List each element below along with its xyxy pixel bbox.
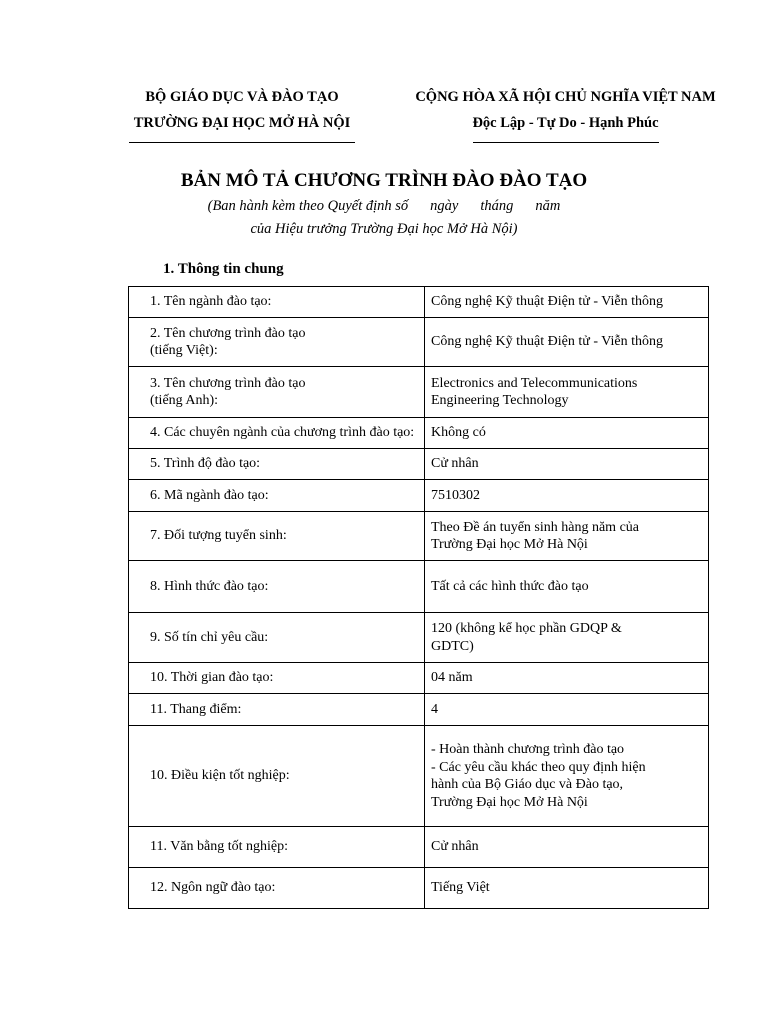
subtitle-year: năm [535,198,561,214]
row-value: Công nghệ Kỹ thuật Điện tử - Viễn thông [425,287,709,318]
country-name: CỘNG HÒA XÃ HỘI CHỦ NGHĨA VIỆT NAM [415,89,716,105]
subtitle-month: tháng [480,198,514,214]
table-row [129,449,709,480]
table-row [129,287,709,318]
row-value: Cử nhân [425,449,709,480]
table-row [129,827,709,868]
row-label: 3. Tên chương trình đào tạo (tiếng Anh): [129,367,425,418]
section-heading: 1. Thông tin chung [163,261,284,277]
subtitle-day: ngày [430,198,459,214]
row-label: 11. Thang điểm: [129,694,425,726]
subtitle-decision: (Ban hành kèm theo Quyết định số [207,198,409,214]
table-row [129,613,709,663]
row-value: Cử nhân [425,827,709,868]
table-row [129,694,709,726]
general-info-table [128,286,709,909]
national-header-underline [473,142,659,143]
row-label: 10. Điều kiện tốt nghiệp: [129,726,425,827]
row-label: 12. Ngôn ngữ đào tạo: [129,868,425,909]
row-value: 120 (không kể học phần GDQP & GDTC) [425,613,709,663]
row-label: 5. Trình độ đào tạo: [129,449,425,480]
table-row [129,561,709,613]
row-value: Không có [425,418,709,449]
table-row [129,318,709,367]
document-subtitle-line2: của Hiệu trưởng Trường Đại học Mở Hà Nội) [250,221,518,237]
row-value: 04 năm [425,663,709,694]
row-label: 1. Tên ngành đào tạo: [129,287,425,318]
table-row [129,418,709,449]
table-row [129,367,709,418]
row-label: 8. Hình thức đào tạo: [129,561,425,613]
row-value: - Hoàn thành chương trình đào tạo - Các yêu cầu khác theo quy định hiện hành của Bộ Giáo dục và Đào tạo, Trường Đại học Mở Hà Nội [425,726,709,827]
row-label: 4. Các chuyên ngành của chương trình đào tạo: [129,418,425,449]
row-value: Electronics and Telecommunications Engineering Technology [425,367,709,418]
ministry-header [122,84,362,143]
table-row [129,726,709,827]
university-name: TRƯỜNG ĐẠI HỌC MỞ HÀ NỘI [133,115,351,131]
national-motto: Độc Lập - Tự Do - Hạnh Phúc [472,115,659,131]
document-title: BẢN MÔ TẢ CHƯƠNG TRÌNH ĐÀO ĐÀO TẠO [180,170,588,191]
row-label: 9. Số tín chỉ yêu cầu: [129,613,425,663]
row-label: 7. Đối tượng tuyển sinh: [129,512,425,561]
row-value: Tất cả các hình thức đào tạo [425,561,709,613]
row-label: 6. Mã ngành đào tạo: [129,480,425,512]
ministry-header-underline [129,142,355,143]
ministry-name: BỘ GIÁO DỤC VÀ ĐÀO TẠO [145,89,339,105]
document-subtitle-line1 [0,198,768,215]
national-header [398,84,733,143]
row-value: Theo Đề án tuyển sinh hàng năm của Trường Đại học Mở Hà Nội [425,512,709,561]
row-value: 4 [425,694,709,726]
table-row [129,663,709,694]
table-row [129,512,709,561]
row-label: 2. Tên chương trình đào tạo (tiếng Việt): [129,318,425,367]
row-value: Tiếng Việt [425,868,709,909]
row-label: 11. Văn bằng tốt nghiệp: [129,827,425,868]
row-value: 7510302 [425,480,709,512]
row-value: Công nghệ Kỹ thuật Điện tử - Viễn thông [425,318,709,367]
table-row [129,480,709,512]
row-label: 10. Thời gian đào tạo: [129,663,425,694]
table-row [129,868,709,909]
